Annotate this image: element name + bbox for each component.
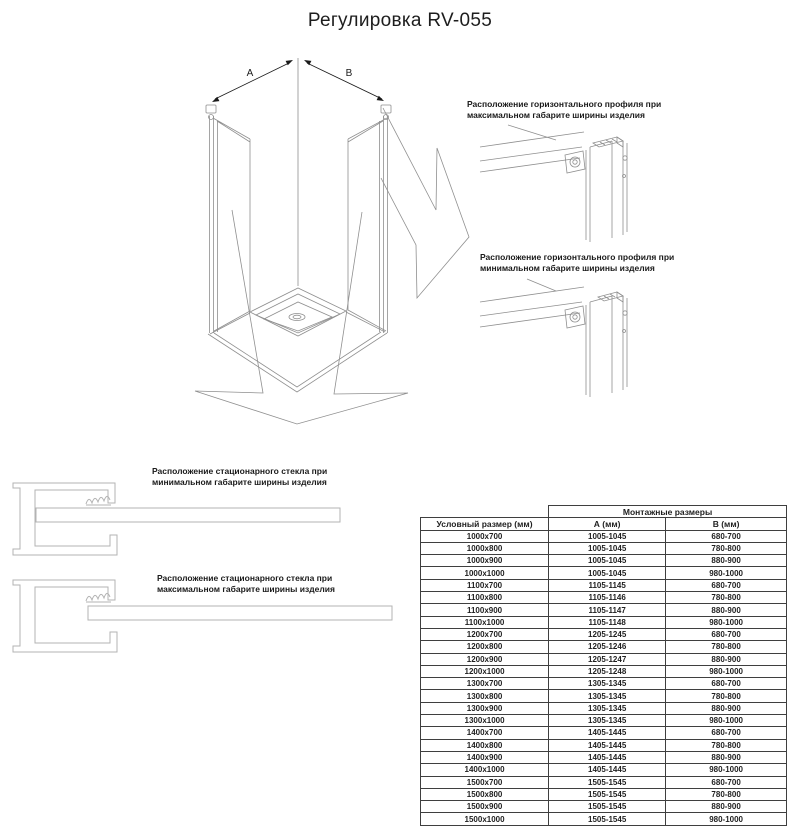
table-cell: 1500x1000 (421, 813, 549, 825)
table-cell: 680-700 (666, 628, 787, 640)
table-cell: 1505-1545 (549, 801, 666, 813)
table-cell: 1005-1045 (549, 530, 666, 542)
table-body (421, 530, 787, 825)
table-row (421, 628, 787, 640)
table-row (421, 555, 787, 567)
gasket-seal (86, 496, 111, 505)
table-cell: 980-1000 (666, 813, 787, 825)
table-cell: 1000x700 (421, 530, 549, 542)
table-cell: 780-800 (666, 739, 787, 751)
table-row (421, 616, 787, 628)
table-row (421, 567, 787, 579)
table-cell: 1100x800 (421, 592, 549, 604)
table-cell: 1000x1000 (421, 567, 549, 579)
caption-stationary-glass-min: Расположение стационарного стекла при минимальном габарите ширины изделия (152, 466, 328, 488)
table-cell: 1500x900 (421, 801, 549, 813)
table-cell: 880-900 (666, 801, 787, 813)
table-cell: 1300x800 (421, 690, 549, 702)
dimension-arrow-b (304, 60, 384, 101)
table-row (421, 702, 787, 714)
table-cell: 980-1000 (666, 665, 787, 677)
table-row (421, 715, 787, 727)
table-row (421, 579, 787, 591)
table-cell: 880-900 (666, 653, 787, 665)
table-cell: 1205-1248 (549, 665, 666, 677)
table-row (421, 776, 787, 788)
page-title: Регулировка RV-055 (307, 10, 493, 31)
table-header-row (421, 518, 787, 530)
table-cell: 680-700 (666, 579, 787, 591)
table-cell: 1405-1445 (549, 727, 666, 739)
table-cell: 980-1000 (666, 764, 787, 776)
gasket-seal (86, 593, 111, 602)
table-cell: 1205-1246 (549, 641, 666, 653)
table-cell: 780-800 (666, 592, 787, 604)
table-row (421, 690, 787, 702)
table-row (421, 751, 787, 763)
table-cell: 780-800 (666, 542, 787, 554)
table-cell: 1105-1148 (549, 616, 666, 628)
column-header-b: В (мм) (666, 518, 787, 530)
caption-horizontal-profile-min: Расположение горизонтального профиля при минимальном габарите ширины изделия (480, 252, 675, 274)
table-cell: 1000x900 (421, 555, 549, 567)
corner-joint-detail-max (480, 132, 627, 242)
flow-arrow-down-icon (195, 210, 408, 424)
table-cell: 1100x900 (421, 604, 549, 616)
table-cell: 1300x700 (421, 678, 549, 690)
table-cell: 1205-1247 (549, 653, 666, 665)
table-cell: 1200x1000 (421, 665, 549, 677)
table-row (421, 641, 787, 653)
table-cell: 780-800 (666, 641, 787, 653)
dimension-arrow-a (212, 60, 293, 102)
table-cell: 680-700 (666, 678, 787, 690)
table-cell: 1305-1345 (549, 690, 666, 702)
table-corner-cell (421, 506, 549, 518)
table-cell: 680-700 (666, 530, 787, 542)
table-cell: 1305-1345 (549, 702, 666, 714)
table-row (421, 678, 787, 690)
dimensions-table (420, 505, 787, 826)
table-cell: 880-900 (666, 604, 787, 616)
table-row (421, 739, 787, 751)
table-row (421, 542, 787, 554)
table-cell: 980-1000 (666, 715, 787, 727)
glass-panel-section (88, 606, 392, 620)
table-cell: 1505-1545 (549, 788, 666, 800)
shower-enclosure-isometric (206, 58, 391, 392)
table-row (421, 764, 787, 776)
shower-tray (208, 288, 387, 392)
table-cell: 1305-1345 (549, 715, 666, 727)
table-cell: 980-1000 (666, 567, 787, 579)
wall-bracket-icon (381, 105, 391, 120)
table-cell: 1300x900 (421, 702, 549, 714)
table-row (421, 653, 787, 665)
table-cell: 1405-1445 (549, 751, 666, 763)
table-cell: 1305-1345 (549, 678, 666, 690)
table-cell: 680-700 (666, 727, 787, 739)
table-cell: 1505-1545 (549, 813, 666, 825)
table-cell: 1205-1245 (549, 628, 666, 640)
table-row (421, 604, 787, 616)
table-row (421, 530, 787, 542)
caption-horizontal-profile-max: Расположение горизонтального профиля при максимальном габарите ширины изделия (467, 99, 662, 121)
table-cell: 1300x1000 (421, 715, 549, 727)
table-row (421, 813, 787, 825)
table-cell: 1200x700 (421, 628, 549, 640)
table-cell: 1405-1445 (549, 739, 666, 751)
wall-bracket-icon (206, 105, 216, 120)
table-cell: 1400x800 (421, 739, 549, 751)
table-group-header: Монтажные размеры (549, 506, 787, 518)
dimension-label-b: B (345, 68, 353, 79)
column-header-a: А (мм) (549, 518, 666, 530)
table-cell: 1100x1000 (421, 616, 549, 628)
corner-joint-detail-min (480, 287, 627, 397)
table-row (421, 801, 787, 813)
column-header-nominal-size: Условный размер (мм) (421, 518, 549, 530)
table-cell: 880-900 (666, 751, 787, 763)
table-cell: 1500x800 (421, 788, 549, 800)
table-cell: 1405-1445 (549, 764, 666, 776)
table-row (421, 592, 787, 604)
table-cell: 780-800 (666, 788, 787, 800)
table-cell: 1500x700 (421, 776, 549, 788)
table-cell: 1100x700 (421, 579, 549, 591)
table-cell: 1105-1146 (549, 592, 666, 604)
table-cell: 680-700 (666, 776, 787, 788)
table-group-header-row (421, 506, 787, 518)
table-row (421, 727, 787, 739)
table-cell: 1200x900 (421, 653, 549, 665)
caption-stationary-glass-max: Расположение стационарного стекла при максимальном габарите ширины изделия (157, 573, 335, 595)
table-cell: 1400x1000 (421, 764, 549, 776)
table-cell: 880-900 (666, 555, 787, 567)
table-cell: 880-900 (666, 702, 787, 714)
table-cell: 980-1000 (666, 616, 787, 628)
table-cell: 1005-1045 (549, 542, 666, 554)
table-cell: 1200x800 (421, 641, 549, 653)
table-cell: 1105-1147 (549, 604, 666, 616)
dimension-label-a: A (246, 68, 254, 79)
profile-cross-section-min (13, 483, 340, 555)
table-cell: 1005-1045 (549, 555, 666, 567)
table-row (421, 788, 787, 800)
table-cell: 1005-1045 (549, 567, 666, 579)
flow-arrow-right-icon (381, 108, 469, 298)
table-cell: 1000x800 (421, 542, 549, 554)
table-cell: 1400x900 (421, 751, 549, 763)
glass-panel-section (36, 508, 340, 522)
table-cell: 1505-1545 (549, 776, 666, 788)
table-row (421, 665, 787, 677)
table-cell: 780-800 (666, 690, 787, 702)
table-cell: 1105-1145 (549, 579, 666, 591)
table-cell: 1400x700 (421, 727, 549, 739)
